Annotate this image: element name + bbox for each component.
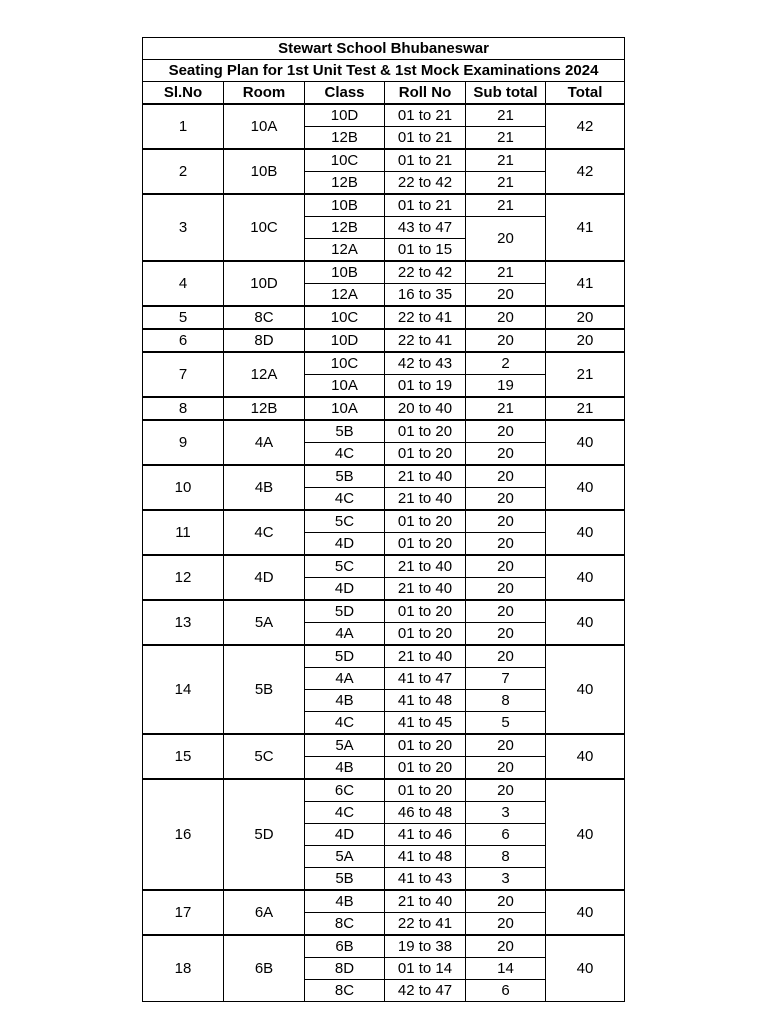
sub-total-cell: 21 (466, 149, 546, 172)
sub-total-cell: 20 (466, 600, 546, 623)
roll-no-cell: 01 to 21 (385, 149, 466, 172)
total-cell: 40 (546, 510, 625, 555)
total-cell: 21 (546, 397, 625, 420)
class-cell: 10D (305, 104, 385, 127)
class-cell: 10A (305, 397, 385, 420)
table-row (143, 306, 625, 329)
table-row (143, 261, 625, 284)
class-cell: 12A (305, 239, 385, 262)
room-cell: 5A (224, 600, 305, 645)
roll-no-cell: 22 to 41 (385, 329, 466, 352)
class-cell: 5D (305, 600, 385, 623)
sub-total-cell: 20 (466, 465, 546, 488)
room-cell: 4C (224, 510, 305, 555)
table-row (143, 149, 625, 172)
roll-no-cell: 20 to 40 (385, 397, 466, 420)
table-row (143, 420, 625, 443)
roll-no-cell: 21 to 40 (385, 488, 466, 511)
sub-total-cell: 20 (466, 645, 546, 668)
class-cell: 4D (305, 578, 385, 601)
class-cell: 8C (305, 980, 385, 1002)
class-cell: 10B (305, 194, 385, 217)
sl-no-cell: 9 (143, 420, 224, 465)
roll-no-cell: 41 to 48 (385, 690, 466, 712)
room-cell: 6B (224, 935, 305, 1002)
roll-no-cell: 22 to 42 (385, 261, 466, 284)
roll-no-cell: 16 to 35 (385, 284, 466, 307)
table-row (143, 329, 625, 352)
room-cell: 10A (224, 104, 305, 149)
class-cell: 5A (305, 846, 385, 868)
roll-no-cell: 01 to 20 (385, 779, 466, 802)
total-cell: 40 (546, 890, 625, 935)
roll-no-cell: 41 to 48 (385, 846, 466, 868)
class-cell: 6C (305, 779, 385, 802)
table-row (143, 104, 625, 127)
class-cell: 4C (305, 488, 385, 511)
room-cell: 10B (224, 149, 305, 194)
total-cell: 20 (546, 329, 625, 352)
class-cell: 4A (305, 623, 385, 646)
total-cell: 20 (546, 306, 625, 329)
class-cell: 5B (305, 868, 385, 891)
header-row (143, 82, 625, 105)
sub-total-cell: 20 (466, 443, 546, 466)
roll-no-cell: 41 to 46 (385, 824, 466, 846)
roll-no-cell: 01 to 14 (385, 958, 466, 980)
table-row (143, 352, 625, 375)
room-cell: 8C (224, 306, 305, 329)
total-cell: 40 (546, 555, 625, 600)
roll-no-cell: 43 to 47 (385, 217, 466, 239)
class-cell: 5A (305, 734, 385, 757)
class-cell: 5B (305, 420, 385, 443)
class-cell: 4A (305, 668, 385, 690)
roll-no-cell: 22 to 42 (385, 172, 466, 195)
class-cell: 4D (305, 824, 385, 846)
total-cell: 40 (546, 420, 625, 465)
header-sub-total: Sub total (466, 82, 546, 105)
seating-plan-table (142, 37, 625, 1002)
sl-no-cell: 13 (143, 600, 224, 645)
roll-no-cell: 01 to 20 (385, 510, 466, 533)
roll-no-cell: 41 to 47 (385, 668, 466, 690)
roll-no-cell: 21 to 40 (385, 578, 466, 601)
class-cell: 12A (305, 284, 385, 307)
roll-no-cell: 01 to 21 (385, 104, 466, 127)
total-cell: 21 (546, 352, 625, 397)
roll-no-cell: 41 to 45 (385, 712, 466, 735)
table-row (143, 734, 625, 757)
table-row (143, 510, 625, 533)
class-cell: 4B (305, 690, 385, 712)
sub-total-cell: 3 (466, 802, 546, 824)
class-cell: 10A (305, 375, 385, 398)
sl-no-cell: 8 (143, 397, 224, 420)
class-cell: 4C (305, 802, 385, 824)
sub-total-cell: 5 (466, 712, 546, 735)
class-cell: 10C (305, 306, 385, 329)
room-cell: 5D (224, 779, 305, 890)
class-cell: 10D (305, 329, 385, 352)
room-cell: 12A (224, 352, 305, 397)
table-body (143, 104, 625, 1002)
roll-no-cell: 01 to 20 (385, 420, 466, 443)
class-cell: 4B (305, 890, 385, 913)
table-row (143, 600, 625, 623)
sub-total-cell: 20 (466, 890, 546, 913)
sl-no-cell: 11 (143, 510, 224, 555)
sub-total-cell: 21 (466, 104, 546, 127)
class-cell: 10B (305, 261, 385, 284)
roll-no-cell: 01 to 21 (385, 194, 466, 217)
title-row (143, 38, 625, 60)
sl-no-cell: 5 (143, 306, 224, 329)
sl-no-cell: 17 (143, 890, 224, 935)
subtitle-row (143, 60, 625, 82)
sub-total-cell: 20 (466, 913, 546, 936)
roll-no-cell: 42 to 43 (385, 352, 466, 375)
roll-no-cell: 21 to 40 (385, 555, 466, 578)
class-cell: 4C (305, 443, 385, 466)
table-row (143, 645, 625, 668)
sub-total-cell: 2 (466, 352, 546, 375)
sub-total-cell: 8 (466, 846, 546, 868)
sl-no-cell: 14 (143, 645, 224, 734)
room-cell: 5B (224, 645, 305, 734)
sl-no-cell: 15 (143, 734, 224, 779)
total-cell: 40 (546, 779, 625, 890)
room-cell: 6A (224, 890, 305, 935)
room-cell: 10D (224, 261, 305, 306)
header-room: Room (224, 82, 305, 105)
table-row (143, 397, 625, 420)
class-cell: 12B (305, 217, 385, 239)
class-cell: 8D (305, 958, 385, 980)
total-cell: 41 (546, 261, 625, 306)
roll-no-cell: 41 to 43 (385, 868, 466, 891)
sub-total-cell: 20 (466, 779, 546, 802)
school-title: Stewart School Bhubaneswar (143, 38, 625, 60)
total-cell: 41 (546, 194, 625, 261)
header-roll-no: Roll No (385, 82, 466, 105)
roll-no-cell: 01 to 20 (385, 757, 466, 780)
class-cell: 4B (305, 757, 385, 780)
room-cell: 4D (224, 555, 305, 600)
table-row (143, 935, 625, 958)
roll-no-cell: 21 to 40 (385, 890, 466, 913)
sub-total-cell: 20 (466, 306, 546, 329)
room-cell: 10C (224, 194, 305, 261)
sub-total-cell: 20 (466, 757, 546, 780)
class-cell: 10C (305, 149, 385, 172)
header-sl-no: Sl.No (143, 82, 224, 105)
sub-total-cell: 20 (466, 935, 546, 958)
sub-total-cell: 20 (466, 488, 546, 511)
room-cell: 5C (224, 734, 305, 779)
sl-no-cell: 18 (143, 935, 224, 1002)
room-cell: 4A (224, 420, 305, 465)
total-cell: 40 (546, 600, 625, 645)
class-cell: 10C (305, 352, 385, 375)
header-class: Class (305, 82, 385, 105)
room-cell: 8D (224, 329, 305, 352)
roll-no-cell: 46 to 48 (385, 802, 466, 824)
sub-total-cell: 20 (466, 420, 546, 443)
sl-no-cell: 3 (143, 194, 224, 261)
sub-total-cell: 20 (466, 533, 546, 556)
roll-no-cell: 01 to 20 (385, 734, 466, 757)
sub-total-cell: 20 (466, 623, 546, 646)
sl-no-cell: 6 (143, 329, 224, 352)
table-row (143, 555, 625, 578)
sub-total-cell: 3 (466, 868, 546, 891)
table-row (143, 779, 625, 802)
roll-no-cell: 01 to 15 (385, 239, 466, 262)
total-cell: 42 (546, 149, 625, 194)
sub-total-cell: 21 (466, 127, 546, 150)
class-cell: 5C (305, 510, 385, 533)
table-row (143, 890, 625, 913)
plan-subtitle: Seating Plan for 1st Unit Test & 1st Mock Examinations 2024 (143, 60, 625, 82)
roll-no-cell: 21 to 40 (385, 465, 466, 488)
roll-no-cell: 22 to 41 (385, 913, 466, 936)
sub-total-cell: 6 (466, 824, 546, 846)
roll-no-cell: 01 to 21 (385, 127, 466, 150)
roll-no-cell: 22 to 41 (385, 306, 466, 329)
class-cell: 8C (305, 913, 385, 936)
class-cell: 5B (305, 465, 385, 488)
total-cell: 40 (546, 645, 625, 734)
header-total: Total (546, 82, 625, 105)
sl-no-cell: 1 (143, 104, 224, 149)
sub-total-cell: 8 (466, 690, 546, 712)
sl-no-cell: 2 (143, 149, 224, 194)
table-row (143, 194, 625, 217)
sl-no-cell: 7 (143, 352, 224, 397)
sub-total-cell: 20 (466, 329, 546, 352)
class-cell: 12B (305, 172, 385, 195)
sub-total-cell: 20 (466, 284, 546, 307)
roll-no-cell: 21 to 40 (385, 645, 466, 668)
room-cell: 4B (224, 465, 305, 510)
roll-no-cell: 42 to 47 (385, 980, 466, 1002)
sub-total-cell: 6 (466, 980, 546, 1002)
sub-total-cell: 21 (466, 397, 546, 420)
table-row (143, 465, 625, 488)
sub-total-cell: 19 (466, 375, 546, 398)
total-cell: 40 (546, 734, 625, 779)
class-cell: 6B (305, 935, 385, 958)
sub-total-cell: 20 (466, 734, 546, 757)
sub-total-cell: 14 (466, 958, 546, 980)
total-cell: 40 (546, 935, 625, 1002)
roll-no-cell: 01 to 20 (385, 533, 466, 556)
roll-no-cell: 01 to 20 (385, 443, 466, 466)
class-cell: 5D (305, 645, 385, 668)
sub-total-cell: 21 (466, 194, 546, 217)
roll-no-cell: 01 to 20 (385, 623, 466, 646)
sl-no-cell: 4 (143, 261, 224, 306)
class-cell: 12B (305, 127, 385, 150)
sub-total-cell: 20 (466, 217, 546, 262)
sub-total-cell: 20 (466, 510, 546, 533)
sl-no-cell: 12 (143, 555, 224, 600)
sub-total-cell: 21 (466, 172, 546, 195)
sl-no-cell: 16 (143, 779, 224, 890)
room-cell: 12B (224, 397, 305, 420)
sl-no-cell: 10 (143, 465, 224, 510)
roll-no-cell: 01 to 19 (385, 375, 466, 398)
total-cell: 42 (546, 104, 625, 149)
roll-no-cell: 01 to 20 (385, 600, 466, 623)
class-cell: 4C (305, 712, 385, 735)
sub-total-cell: 20 (466, 578, 546, 601)
class-cell: 4D (305, 533, 385, 556)
total-cell: 40 (546, 465, 625, 510)
class-cell: 5C (305, 555, 385, 578)
sub-total-cell: 7 (466, 668, 546, 690)
sub-total-cell: 21 (466, 261, 546, 284)
roll-no-cell: 19 to 38 (385, 935, 466, 958)
sub-total-cell: 20 (466, 555, 546, 578)
